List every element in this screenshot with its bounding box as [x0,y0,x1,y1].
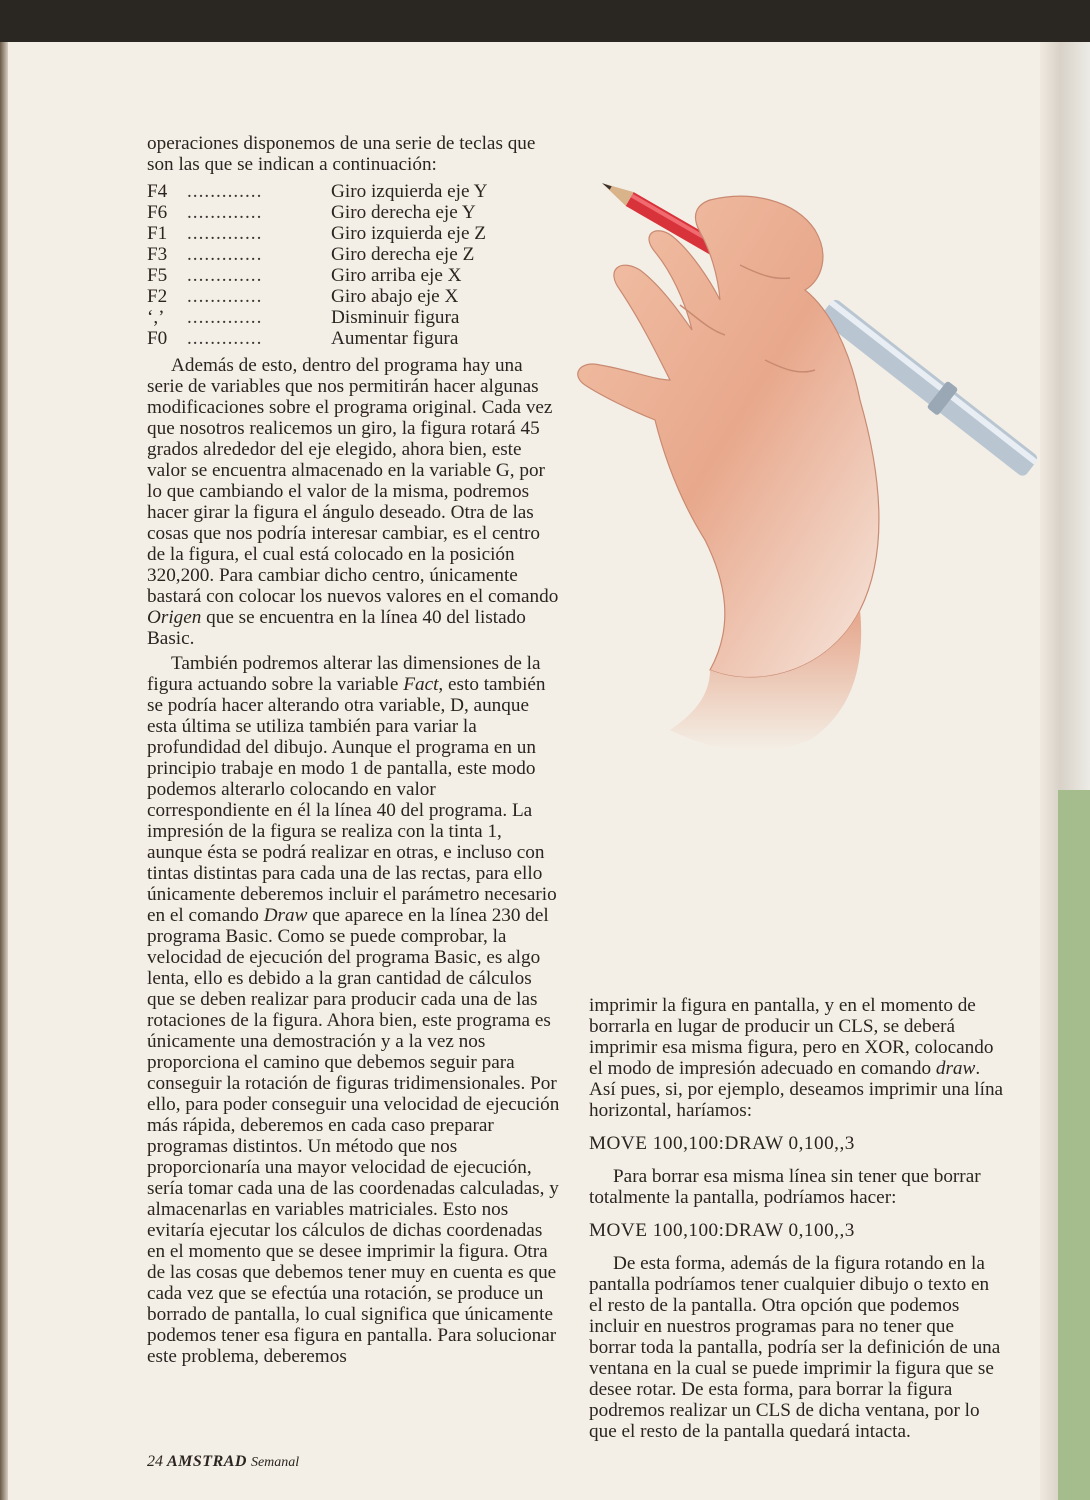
key-action: Giro izquierda eje Y [331,181,488,202]
key-row [147,244,562,265]
page-number: 24 [147,1453,163,1470]
key-dots: ............. [187,307,263,328]
key-dots: ............. [187,223,263,244]
key-name: F4 [147,181,168,202]
key-row [147,307,562,328]
paragraph-erase: Para borrar esa misma línea sin tener que borrar totalmente la pantalla, podríamos hacer: [589,1166,981,1208]
key-row [147,202,562,223]
magazine-subtitle: Semanal [250,1455,300,1470]
key-dots: ............. [187,202,263,223]
key-row [147,223,562,244]
paragraph-variables: Además de esto, dentro del programa hay una serie de variables que nos permitirán hacer algunas modificaciones sobre el programa original. Cada vez que nosotros realicemos un giro, la figura rotará 45 grados alrededor del eje elegido, ahora bien, este valor se encuentra almacenado en la variable G, por lo que cambiando el valor de la misma, podremos hacer girar la figura el ángulo deseado. Otra de las cosas que nos podría interesar cambiar, es el centro de la figura, el cual está colocado en la posición 320,200. Para cambiar dicho centro, únicamente bastará con colocar los nuevos valores en el comando Origen que se encuentra en la línea 40 del listado Basic. [147,355,559,649]
hand-with-pencil-illustration [560,170,1060,770]
key-action: Giro derecha eje Z [331,244,475,265]
key-name: ‘,’ [147,307,165,328]
paragraph-xor: imprimir la figura en pantalla, y en el momento de borrarla en lugar de producir un CLS, se deberá imprimir esa misma figura, pero en XOR, colocando el modo de impresión adecuado en comando draw. Así pues, si, por ejemplo, deseamos imprimir una lína horizontal, haríamos: [589,995,1004,1121]
key-dots: ............. [187,244,263,265]
code-line-1: MOVE 100,100:DRAW 0,100,,3 [589,1133,855,1154]
key-name: F2 [147,286,168,307]
key-name: F0 [147,328,168,349]
key-dots: ............. [187,328,263,349]
code-line-2: MOVE 100,100:DRAW 0,100,,3 [589,1220,855,1241]
key-row [147,328,562,349]
key-action: Aumentar figura [331,328,459,349]
key-name: F1 [147,223,168,244]
page-spine [0,42,8,1500]
intro-paragraph: operaciones disponemos de una serie de teclas que son las que se indican a continuación: [147,133,536,175]
left-column [147,133,562,1367]
key-action: Disminuir figura [331,307,460,328]
right-column [589,995,1004,1442]
adjacent-page-green-strip [1058,790,1090,1500]
paragraph-window: De esta forma, además de la figura rotando en la pantalla podríamos tener cualquier dibujo o texto en el resto de la pantalla. Otra opción que podemos incluir en nuestros programas para no tener que borrar toda la pantalla, podría ser la definición de una ventana en la cual se puede imprimir la figura que se desee rotar. De esta forma, para borrar la figura podremos realizar un CLS de dicha ventana, por lo que el resto de la pantalla quedará intacta. [589,1253,1001,1442]
key-name: F5 [147,265,168,286]
key-list [147,181,562,349]
key-dots: ............. [187,286,263,307]
page-footer [147,1453,299,1471]
key-action: Giro derecha eje Y [331,202,476,223]
key-dots: ............. [187,265,263,286]
key-row [147,265,562,286]
paragraph-dimensions: También podremos alterar las dimensiones de la figura actuando sobre la variable Fact, esto también se podría hacer alterando otra variable, D, aunque esta última se utiliza también para variar la profundidad del dibujo. Aunque el programa en un principio trabaje en modo 1 de pantalla, este modo podemos alterarlo colocando en valor correspondiente en él la línea 40 del programa. La impresión de la figura se realiza con la tinta 1, aunque ésta se podrá realizar en otras, e incluso con tintas distintas para cada una de las rectas, para ello únicamente deberemos incluir el parámetro necesario en el comando Draw que aparece en la línea 230 del programa Basic. Como se puede comprobar, la velocidad de ejecución del programa Basic, es algo lenta, ello es debido a la gran cantidad de cálculos que se deben realizar para producir cada una de las rotaciones de la figura. Ahora bien, este programa es únicamente una demostración y a la vez nos proporciona el camino que debemos seguir para conseguir la rotación de figuras tridimensionales. Por ello, para poder conseguir una velocidad de ejecución más rápida, deberemos en cada caso preparar programas distintos. Un método que nos proporcionaría una mayor velocidad de ejecución, sería tomar cada una de las coordenadas calculadas, y almacenarlas en variables matriciales. Esto nos evitaría ejecutar los cálculos de dichas coordenadas en el momento que se desee imprimir la figura. Otra de las cosas que debemos tener muy en cuenta es que cada vez que se efectúa una rotación, se produce un borrado de pantalla, lo cual significa que únicamente podemos tener esa figura en pantalla. Para solucionar este problema, deberemos [147,653,560,1367]
magazine-name: AMSTRAD [167,1453,247,1470]
hand [578,196,879,677]
key-name: F6 [147,202,168,223]
key-name: F3 [147,244,168,265]
key-action: Giro abajo eje X [331,286,459,307]
key-row [147,181,562,202]
key-dots: ............. [187,181,263,202]
key-action: Giro izquierda eje Z [331,223,487,244]
key-row [147,286,562,307]
key-action: Giro arriba eje X [331,265,462,286]
